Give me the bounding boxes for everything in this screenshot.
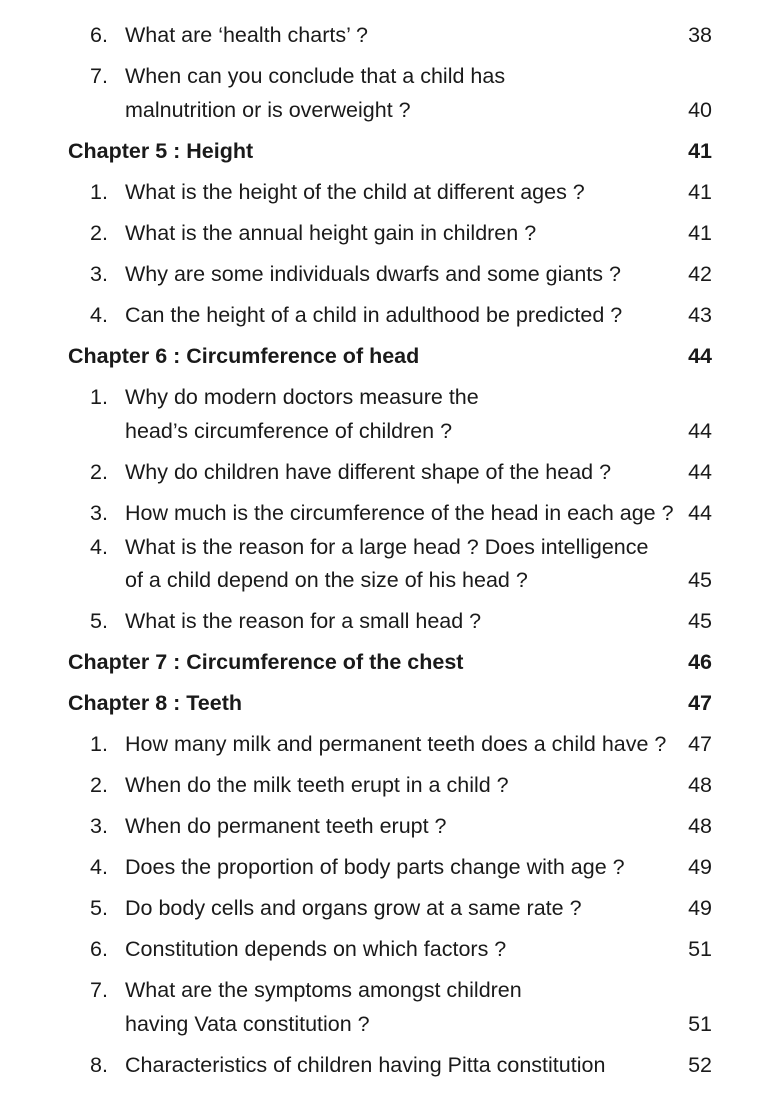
- entry-title: What is the reason for a small head ?: [125, 609, 482, 633]
- entry-page: 44: [688, 501, 712, 525]
- entry-page: 44: [688, 419, 712, 443]
- toc-entry: [0, 732, 780, 762]
- entry-title: What is the height of the child at different ages ?: [125, 180, 585, 204]
- entry-title-line2: having Vata constitution ?: [125, 1012, 370, 1036]
- entry-number: 2.: [90, 773, 108, 797]
- entry-number: 3.: [90, 501, 108, 525]
- entry-number: 7.: [90, 64, 108, 88]
- chapter-title: Chapter 8 : Teeth: [68, 691, 243, 715]
- entry-number: 8.: [90, 1053, 108, 1077]
- toc-entry: [0, 501, 780, 531]
- toc-entry-continuation: [0, 568, 780, 598]
- toc-entry: [0, 535, 780, 565]
- entry-page: 52: [688, 1053, 712, 1077]
- toc-entry: [0, 64, 780, 94]
- entry-number: 4.: [90, 303, 108, 327]
- entry-page: 47: [688, 732, 712, 756]
- entry-title: When can you conclude that a child has: [125, 64, 506, 88]
- toc-entry: [0, 896, 780, 926]
- entry-title: What is the reason for a large head ? Does intelligence: [125, 535, 649, 559]
- entry-page: 41: [688, 180, 712, 204]
- entry-page: 49: [688, 896, 712, 920]
- entry-page: 38: [688, 23, 712, 47]
- entry-page: 40: [688, 98, 712, 122]
- entry-number: 3.: [90, 814, 108, 838]
- toc-entry: [0, 937, 780, 967]
- entry-page: 45: [688, 568, 712, 592]
- toc-entry: [0, 23, 780, 53]
- entry-title: Do body cells and organs grow at a same rate ?: [125, 896, 582, 920]
- toc-entry: [0, 180, 780, 210]
- entry-page: 45: [688, 609, 712, 633]
- entry-page: 48: [688, 814, 712, 838]
- entry-page: 44: [688, 460, 712, 484]
- entry-title: What are the symptoms amongst children: [125, 978, 522, 1002]
- toc-entry: [0, 814, 780, 844]
- chapter-heading: [0, 650, 780, 680]
- toc-entry: [0, 221, 780, 251]
- toc-entry: [0, 609, 780, 639]
- entry-title: How much is the circumference of the head in each age ?: [125, 501, 674, 525]
- toc-entry-continuation: [0, 1012, 780, 1042]
- entry-title: Why do children have different shape of the head ?: [125, 460, 612, 484]
- toc-entry-continuation: [0, 98, 780, 128]
- entry-title: When do the milk teeth erupt in a child ?: [125, 773, 509, 797]
- entry-number: 4.: [90, 535, 108, 559]
- entry-page: 49: [688, 855, 712, 879]
- entry-number: 4.: [90, 855, 108, 879]
- entry-title-line2: malnutrition or is overweight ?: [125, 98, 411, 122]
- entry-title: When do permanent teeth erupt ?: [125, 814, 447, 838]
- entry-number: 2.: [90, 460, 108, 484]
- entry-number: 5.: [90, 896, 108, 920]
- entry-title: Why are some individuals dwarfs and some giants ?: [125, 262, 621, 286]
- chapter-title: Chapter 7 : Circumference of the chest: [68, 650, 464, 674]
- chapter-heading: [0, 691, 780, 721]
- entry-page: 48: [688, 773, 712, 797]
- entry-number: 1.: [90, 732, 108, 756]
- entry-number: 5.: [90, 609, 108, 633]
- entry-number: 6.: [90, 23, 108, 47]
- entry-title: Characteristics of children having Pitta constitution: [125, 1053, 606, 1077]
- chapter-heading: [0, 344, 780, 374]
- entry-number: 3.: [90, 262, 108, 286]
- toc-entry: [0, 773, 780, 803]
- toc-entry-continuation: [0, 419, 780, 449]
- chapter-page: 46: [688, 650, 712, 674]
- toc-entry: [0, 385, 780, 415]
- entry-title: What is the annual height gain in children ?: [125, 221, 537, 245]
- chapter-page: 41: [688, 139, 712, 163]
- entry-page: 51: [688, 1012, 712, 1036]
- entry-title-line2: head’s circumference of children ?: [125, 419, 453, 443]
- chapter-title: Chapter 5 : Height: [68, 139, 254, 163]
- entry-number: 1.: [90, 385, 108, 409]
- entry-title: Can the height of a child in adulthood be predicted ?: [125, 303, 623, 327]
- entry-page: 51: [688, 937, 712, 961]
- toc-entry: [0, 978, 780, 1008]
- toc-entry: [0, 303, 780, 333]
- toc-entry: [0, 1053, 780, 1083]
- chapter-title: Chapter 6 : Circumference of head: [68, 344, 420, 368]
- entry-title: What are ‘health charts’ ?: [125, 23, 368, 47]
- toc-entry: [0, 855, 780, 885]
- entry-title: Why do modern doctors measure the: [125, 385, 479, 409]
- toc-entry: [0, 460, 780, 490]
- entry-number: 6.: [90, 937, 108, 961]
- entry-number: 2.: [90, 221, 108, 245]
- chapter-heading: [0, 139, 780, 169]
- chapter-page: 47: [688, 691, 712, 715]
- entry-page: 43: [688, 303, 712, 327]
- chapter-page: 44: [688, 344, 712, 368]
- entry-number: 1.: [90, 180, 108, 204]
- entry-title: How many milk and permanent teeth does a child have ?: [125, 732, 667, 756]
- entry-title: Does the proportion of body parts change with age ?: [125, 855, 625, 879]
- toc-entry: [0, 262, 780, 292]
- entry-page: 42: [688, 262, 712, 286]
- entry-number: 7.: [90, 978, 108, 1002]
- entry-title-line2: of a child depend on the size of his head ?: [125, 568, 528, 592]
- entry-page: 41: [688, 221, 712, 245]
- entry-title: Constitution depends on which factors ?: [125, 937, 507, 961]
